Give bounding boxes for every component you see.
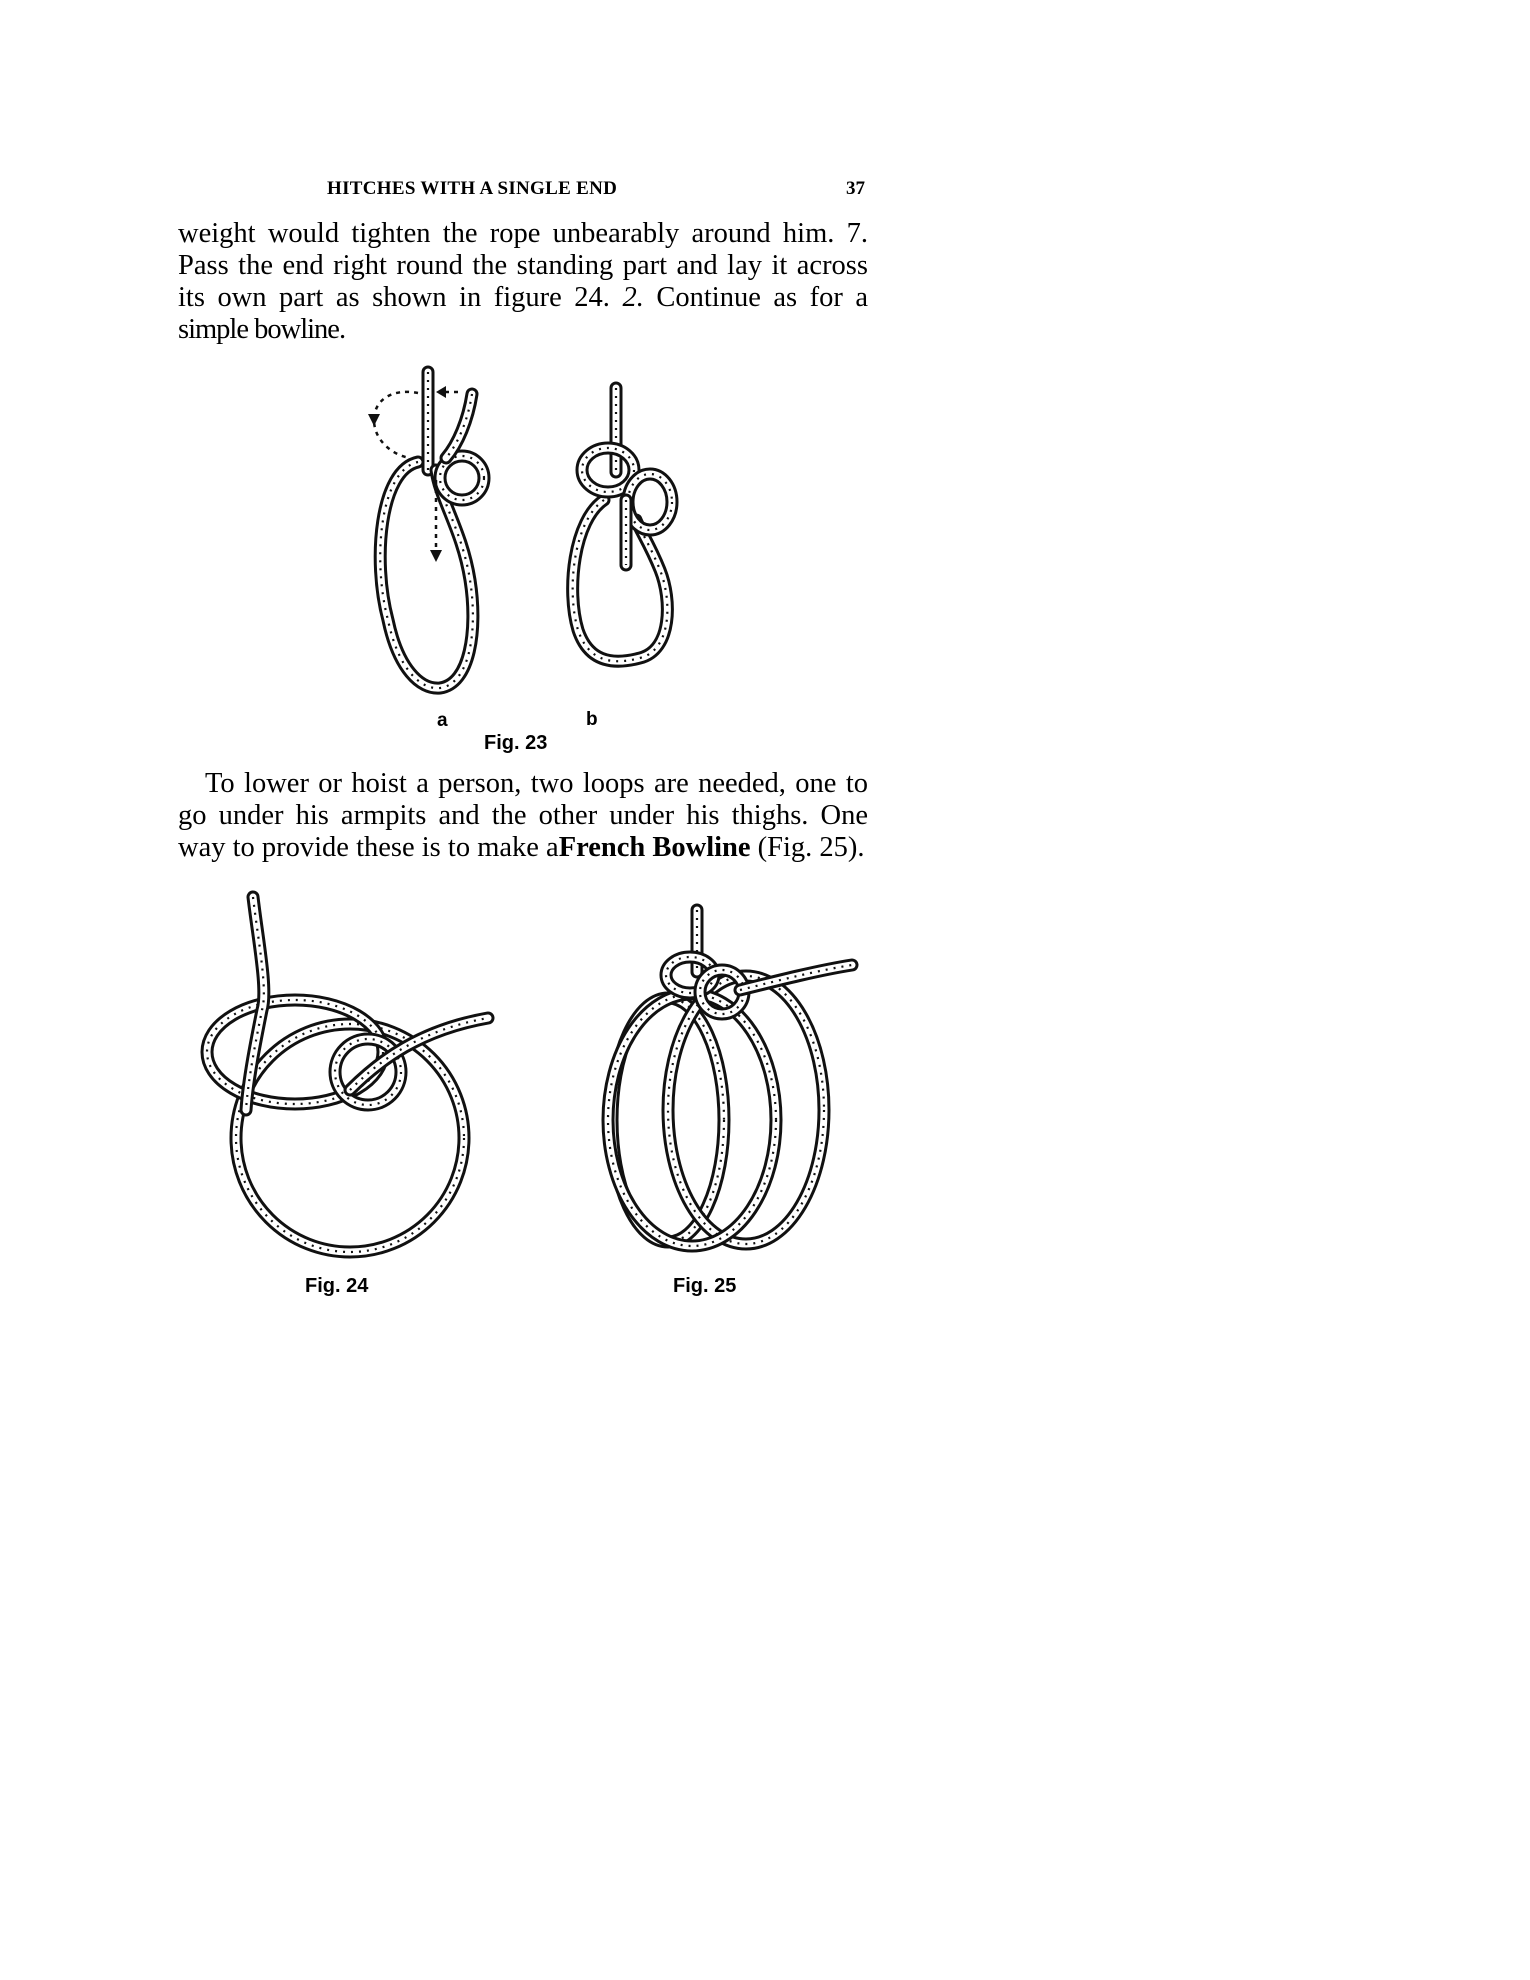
french-bowline-term: French Bowline	[558, 832, 751, 863]
figure-23b-label: b	[586, 709, 598, 730]
figure-23-caption: Fig. 23	[484, 732, 548, 754]
page-number: 37	[846, 178, 865, 199]
step-number-italic: 2.	[622, 282, 644, 313]
paragraph-1-text-a: weight would tighten the rope unbearably around him. 7. Pass the end right round the standing part and lay it across its own part as shown in figure 24.	[178, 218, 868, 313]
paragraph-1-text-c: simple bowline.	[178, 314, 346, 345]
figure-25-rope-drawing	[608, 910, 852, 1246]
running-title: HITCHES WITH A SINGLE END	[327, 178, 618, 199]
figure-25-caption: Fig. 25	[673, 1275, 737, 1297]
figure-23a-label: a	[437, 710, 448, 731]
figure-24-caption: Fig. 24	[305, 1275, 369, 1297]
paragraph-1-text-b: Continue as for a	[643, 282, 869, 313]
paragraph-2-text-b: (Fig. 25).	[750, 832, 865, 863]
paragraph-2-text-a: To lower or hoist a person, two loops are needed, one to go under his armpits and the other under his thighs. One way to provide these is to make a	[178, 768, 868, 863]
figure-24-rope-drawing	[207, 897, 488, 1252]
